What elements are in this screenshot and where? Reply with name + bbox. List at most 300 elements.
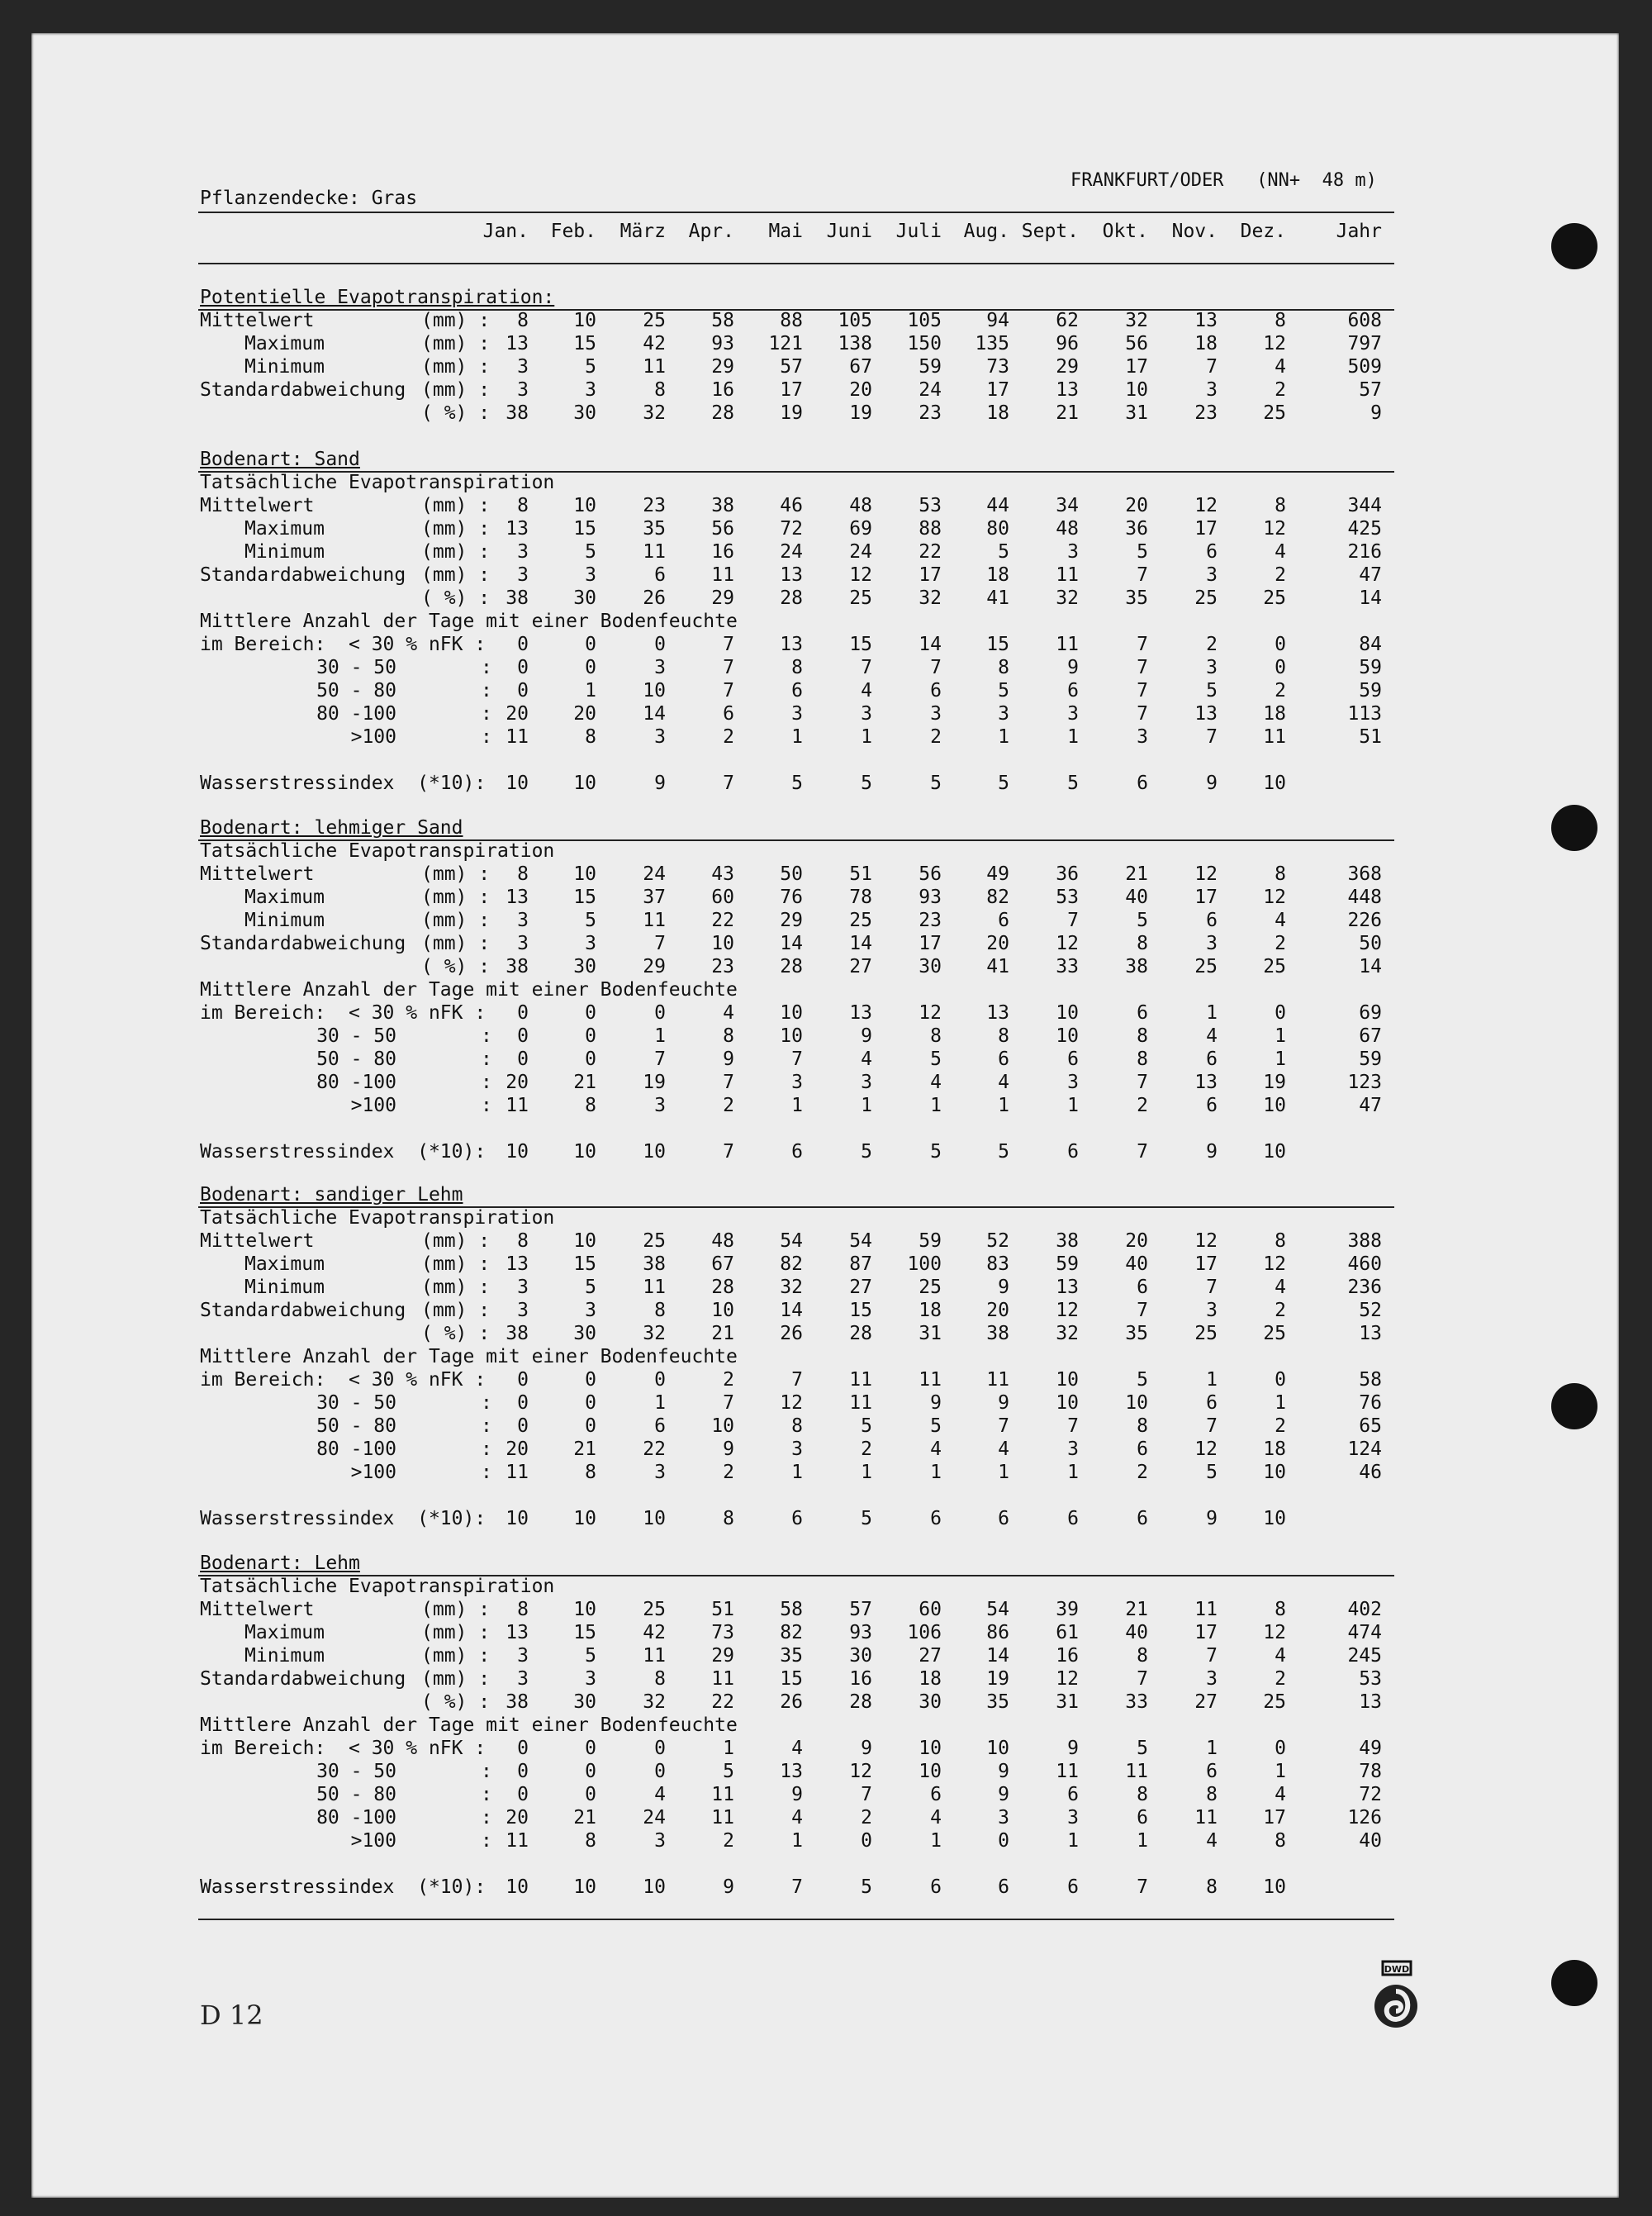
table-cell: 25 xyxy=(1263,587,1286,609)
table-cell: 60 xyxy=(711,887,734,908)
table-cell: 8 xyxy=(1275,1830,1286,1852)
table-cell: 3 xyxy=(998,703,1009,725)
table-cell: 29 xyxy=(711,1645,734,1667)
table-cell: 2 xyxy=(723,726,734,748)
table-cell: 17 xyxy=(1263,1807,1286,1828)
table-cell: 4 xyxy=(1206,1025,1218,1047)
table-cell: 29 xyxy=(1056,356,1079,378)
table-cell: 2 xyxy=(930,726,942,748)
table-cell: 3 xyxy=(791,1072,803,1093)
colon: : xyxy=(481,1761,492,1782)
table-cell: 8 xyxy=(1137,933,1148,954)
table-cell: 40 xyxy=(1359,1830,1382,1852)
table-cell: 5 xyxy=(861,1141,872,1163)
punch-hole xyxy=(1551,1960,1597,2006)
table-cell: 6 xyxy=(1137,773,1148,794)
table-cell: 76 xyxy=(780,887,803,908)
table-cell: 32 xyxy=(780,1277,803,1298)
table-cell: 0 xyxy=(654,634,666,655)
table-cell: 4 xyxy=(1275,1277,1286,1298)
table-cell: 11 xyxy=(1056,1761,1079,1782)
table-cell: 8 xyxy=(1137,1049,1148,1070)
table-cell: 35 xyxy=(643,518,666,540)
table-cell: 2 xyxy=(1275,564,1286,586)
table-cell: 4 xyxy=(861,680,872,701)
table-cell: 12 xyxy=(1194,495,1218,516)
row-label: Minimum xyxy=(244,910,325,931)
row-unit: (mm) : xyxy=(421,1253,491,1275)
row-label: Minimum xyxy=(244,541,325,563)
table-cell: 13 xyxy=(849,1002,872,1024)
section-title: Bodenart: Sand xyxy=(200,449,360,470)
table-cell: 21 xyxy=(573,1072,596,1093)
table-cell: 13 xyxy=(986,1002,1009,1024)
table-cell: 9 xyxy=(1067,1738,1079,1759)
table-cell: 3 xyxy=(1067,1807,1079,1828)
table-cell: 3 xyxy=(1067,703,1079,725)
table-cell: 105 xyxy=(838,310,872,331)
table-cell: 5 xyxy=(998,773,1009,794)
range-label: >100 xyxy=(350,726,396,748)
table-cell: 30 xyxy=(573,1691,596,1713)
row-unit: (mm) : xyxy=(421,1300,491,1321)
table-cell: 18 xyxy=(919,1668,942,1690)
table-cell: 135 xyxy=(975,333,1009,354)
row-label: Mittelwert xyxy=(200,1230,315,1252)
table-cell: 6 xyxy=(1137,1807,1148,1828)
table-cell: 19 xyxy=(780,402,803,424)
table-cell: 26 xyxy=(780,1691,803,1713)
table-cell: 6 xyxy=(1137,1277,1148,1298)
table-cell: 1 xyxy=(861,726,872,748)
table-cell: 38 xyxy=(506,1691,529,1713)
table-cell: 1 xyxy=(791,1462,803,1483)
table-cell: 6 xyxy=(1206,1392,1218,1414)
table-cell: 14 xyxy=(986,1645,1009,1667)
table-cell: 10 xyxy=(573,1230,596,1252)
table-cell: 21 xyxy=(573,1438,596,1460)
table-cell: 5 xyxy=(930,1049,942,1070)
table-cell: 1 xyxy=(791,1830,803,1852)
table-cell: 7 xyxy=(654,1049,666,1070)
table-cell: 5 xyxy=(1137,910,1148,931)
table-cell: 25 xyxy=(1263,1323,1286,1344)
table-cell: 10 xyxy=(780,1002,803,1024)
table-cell: 10 xyxy=(1263,1876,1286,1898)
section-subtitle: Tatsächliche Evapotranspiration xyxy=(200,472,555,493)
table-cell: 17 xyxy=(986,379,1009,401)
table-cell: 123 xyxy=(1347,1072,1382,1093)
table-cell: 6 xyxy=(1067,1784,1079,1805)
table-cell: 1 xyxy=(1067,1095,1079,1116)
table-cell: 3 xyxy=(654,726,666,748)
row-unit: ( %) : xyxy=(421,587,491,609)
row-unit: (mm) : xyxy=(421,887,491,908)
month-header: Nov. xyxy=(1171,221,1218,242)
table-cell: 3 xyxy=(791,703,803,725)
table-cell: 0 xyxy=(654,1369,666,1391)
table-cell: 25 xyxy=(1263,956,1286,977)
table-cell: 13 xyxy=(506,1253,529,1275)
table-cell: 21 xyxy=(1056,402,1079,424)
table-cell: 9 xyxy=(1370,402,1382,424)
table-cell: 57 xyxy=(849,1599,872,1620)
table-cell: 17 xyxy=(1194,887,1218,908)
table-cell: 20 xyxy=(1125,495,1148,516)
table-cell: 46 xyxy=(1359,1462,1382,1483)
table-cell: 61 xyxy=(1056,1622,1079,1643)
table-cell: 4 xyxy=(1275,541,1286,563)
table-cell: 3 xyxy=(517,1645,529,1667)
table-cell: 30 xyxy=(573,587,596,609)
table-cell: 11 xyxy=(1056,564,1079,586)
table-cell: 10 xyxy=(573,495,596,516)
table-cell: 10 xyxy=(643,1876,666,1898)
row-label: Maximum xyxy=(244,1253,325,1275)
table-cell: 7 xyxy=(1067,1415,1079,1437)
table-cell: 7 xyxy=(1137,1072,1148,1093)
range-label: 30 - 50 xyxy=(316,1025,396,1047)
table-cell: 24 xyxy=(643,1807,666,1828)
table-cell: 5 xyxy=(998,1141,1009,1163)
table-cell: 0 xyxy=(1275,657,1286,678)
section-subtitle: Tatsächliche Evapotranspiration xyxy=(200,1576,555,1597)
table-cell: 25 xyxy=(1263,1691,1286,1713)
table-cell: 7 xyxy=(998,1415,1009,1437)
table-cell: 24 xyxy=(849,541,872,563)
table-cell: 12 xyxy=(1194,1230,1218,1252)
table-cell: 0 xyxy=(517,1415,529,1437)
table-cell: 6 xyxy=(723,703,734,725)
table-cell: 0 xyxy=(517,1738,529,1759)
table-cell: 5 xyxy=(861,1415,872,1437)
range-label: 80 -100 xyxy=(316,1438,396,1460)
wsi-label: Wasserstressindex (*10): xyxy=(200,1876,487,1898)
table-cell: 82 xyxy=(780,1253,803,1275)
table-cell: 448 xyxy=(1347,887,1382,908)
month-header: Jahr xyxy=(1336,221,1382,242)
table-cell: 13 xyxy=(1056,379,1079,401)
table-cell: 25 xyxy=(1263,402,1286,424)
table-cell: 7 xyxy=(1137,703,1148,725)
table-cell: 6 xyxy=(791,1141,803,1163)
colon: : xyxy=(481,1392,492,1414)
table-cell: 69 xyxy=(849,518,872,540)
table-cell: 10 xyxy=(1263,1141,1286,1163)
table-cell: 0 xyxy=(585,1025,596,1047)
table-cell: 20 xyxy=(506,1807,529,1828)
table-cell: 474 xyxy=(1347,1622,1382,1643)
table-cell: 8 xyxy=(998,1025,1009,1047)
range-label: 50 - 80 xyxy=(316,1415,396,1437)
table-cell: 6 xyxy=(654,564,666,586)
table-cell: 87 xyxy=(849,1253,872,1275)
table-cell: 25 xyxy=(1194,1323,1218,1344)
table-cell: 3 xyxy=(1206,657,1218,678)
row-label: Maximum xyxy=(244,333,325,354)
table-cell: 6 xyxy=(1067,1508,1079,1529)
table-cell: 3 xyxy=(517,379,529,401)
table-cell: 11 xyxy=(849,1369,872,1391)
table-cell: 13 xyxy=(1359,1691,1382,1713)
table-cell: 96 xyxy=(1056,333,1079,354)
table-cell: 8 xyxy=(930,1025,942,1047)
table-cell: 9 xyxy=(791,1784,803,1805)
wsi-label: Wasserstressindex (*10): xyxy=(200,1141,487,1163)
table-cell: 113 xyxy=(1347,703,1382,725)
table-cell: 15 xyxy=(780,1668,803,1690)
table-cell: 1 xyxy=(1275,1025,1286,1047)
table-cell: 9 xyxy=(998,1392,1009,1414)
row-unit: (mm) : xyxy=(421,1622,491,1643)
table-cell: 9 xyxy=(998,1277,1009,1298)
table-cell: 11 xyxy=(711,1807,734,1828)
table-cell: 4 xyxy=(998,1438,1009,1460)
table-cell: 10 xyxy=(573,1599,596,1620)
table-cell: 12 xyxy=(919,1002,942,1024)
table-cell: 0 xyxy=(517,1392,529,1414)
table-cell: 10 xyxy=(1056,1392,1079,1414)
table-cell: 40 xyxy=(1125,1622,1148,1643)
table-cell: 14 xyxy=(1359,587,1382,609)
table-cell: 62 xyxy=(1056,310,1079,331)
table-cell: 33 xyxy=(1125,1691,1148,1713)
table-cell: 0 xyxy=(585,1761,596,1782)
table-cell: 12 xyxy=(1056,1300,1079,1321)
punch-hole xyxy=(1551,805,1597,851)
table-cell: 36 xyxy=(1125,518,1148,540)
wsi-label: Wasserstressindex (*10): xyxy=(200,773,487,794)
section-subtitle: Tatsächliche Evapotranspiration xyxy=(200,840,555,862)
table-cell: 93 xyxy=(711,333,734,354)
table-cell: 41 xyxy=(986,956,1009,977)
table-cell: 20 xyxy=(573,703,596,725)
table-cell: 54 xyxy=(780,1230,803,1252)
table-cell: 49 xyxy=(1359,1738,1382,1759)
colon: : xyxy=(481,1462,492,1483)
table-cell: 44 xyxy=(986,495,1009,516)
station-name: FRANKFURT/ODER xyxy=(1070,170,1224,191)
table-cell: 40 xyxy=(1125,1253,1148,1275)
table-cell: 93 xyxy=(919,887,942,908)
table-cell: 93 xyxy=(849,1622,872,1643)
table-cell: 3 xyxy=(517,933,529,954)
table-cell: 10 xyxy=(780,1025,803,1047)
table-cell: 25 xyxy=(849,587,872,609)
row-label: Maximum xyxy=(244,518,325,540)
table-cell: 34 xyxy=(1056,495,1079,516)
table-cell: 16 xyxy=(711,379,734,401)
table-cell: 10 xyxy=(1263,773,1286,794)
table-cell: 29 xyxy=(643,956,666,977)
table-cell: 4 xyxy=(930,1438,942,1460)
table-cell: 24 xyxy=(919,379,942,401)
table-cell: 4 xyxy=(1275,356,1286,378)
table-cell: 3 xyxy=(654,657,666,678)
table-cell: 3 xyxy=(1067,541,1079,563)
table-cell: 4 xyxy=(791,1738,803,1759)
range-label: >100 xyxy=(350,1095,396,1116)
table-cell: 13 xyxy=(1194,1072,1218,1093)
table-cell: 10 xyxy=(711,933,734,954)
row-unit: (mm) : xyxy=(421,564,491,586)
table-cell: 17 xyxy=(1125,356,1148,378)
punch-hole xyxy=(1551,223,1597,269)
table-cell: 3 xyxy=(517,1300,529,1321)
table-cell: 6 xyxy=(930,680,942,701)
table-cell: 8 xyxy=(1137,1784,1148,1805)
table-cell: 17 xyxy=(919,564,942,586)
table-cell: 6 xyxy=(998,910,1009,931)
table-cell: 22 xyxy=(643,1438,666,1460)
table-cell: 5 xyxy=(861,773,872,794)
table-cell: 11 xyxy=(506,726,529,748)
table-cell: 6 xyxy=(1206,541,1218,563)
table-cell: 4 xyxy=(723,1002,734,1024)
table-cell: 5 xyxy=(585,541,596,563)
table-cell: 11 xyxy=(643,1277,666,1298)
table-cell: 3 xyxy=(998,1807,1009,1828)
table-cell: 388 xyxy=(1347,1230,1382,1252)
table-cell: 9 xyxy=(861,1738,872,1759)
table-cell: 3 xyxy=(1067,1438,1079,1460)
table-cell: 5 xyxy=(1067,773,1079,794)
table-cell: 20 xyxy=(986,933,1009,954)
row-unit: (mm) : xyxy=(421,310,491,331)
table-cell: 82 xyxy=(986,887,1009,908)
table-cell: 67 xyxy=(711,1253,734,1275)
table-cell: 26 xyxy=(780,1323,803,1344)
table-cell: 28 xyxy=(780,956,803,977)
row-unit: (mm) : xyxy=(421,863,491,885)
table-cell: 53 xyxy=(919,495,942,516)
table-cell: 94 xyxy=(986,310,1009,331)
table-cell: 8 xyxy=(517,863,529,885)
range-label: 50 - 80 xyxy=(316,1049,396,1070)
table-cell: 0 xyxy=(654,1738,666,1759)
table-cell: 18 xyxy=(1194,333,1218,354)
table-cell: 8 xyxy=(517,495,529,516)
table-cell: 13 xyxy=(506,333,529,354)
row-unit: ( %) : xyxy=(421,956,491,977)
table-cell: 9 xyxy=(1206,1508,1218,1529)
table-cell: 42 xyxy=(643,1622,666,1643)
table-cell: 9 xyxy=(654,773,666,794)
table-cell: 67 xyxy=(1359,1025,1382,1047)
table-cell: 1 xyxy=(861,1095,872,1116)
table-cell: 106 xyxy=(907,1622,942,1643)
table-cell: 226 xyxy=(1347,910,1382,931)
table-cell: 4 xyxy=(1206,1830,1218,1852)
table-cell: 58 xyxy=(1359,1369,1382,1391)
table-cell: 29 xyxy=(711,587,734,609)
table-cell: 19 xyxy=(849,402,872,424)
table-cell: 2 xyxy=(861,1807,872,1828)
table-cell: 24 xyxy=(780,541,803,563)
table-cell: 12 xyxy=(1056,933,1079,954)
table-cell: 16 xyxy=(711,541,734,563)
month-header: Okt. xyxy=(1102,221,1148,242)
table-cell: 1 xyxy=(1275,1761,1286,1782)
month-header: Feb. xyxy=(550,221,596,242)
row-label: Maximum xyxy=(244,1622,325,1643)
table-cell: 47 xyxy=(1359,1095,1382,1116)
table-cell: 4 xyxy=(1275,1784,1286,1805)
table-cell: 7 xyxy=(1206,1645,1218,1667)
table-cell: 4 xyxy=(861,1049,872,1070)
month-header: März xyxy=(620,221,666,242)
table-cell: 10 xyxy=(506,1508,529,1529)
table-cell: 3 xyxy=(517,1277,529,1298)
table-cell: 23 xyxy=(1194,402,1218,424)
table-cell: 7 xyxy=(861,1784,872,1805)
table-cell: 5 xyxy=(1206,1462,1218,1483)
table-cell: 10 xyxy=(573,1876,596,1898)
range-label: 80 -100 xyxy=(316,703,396,725)
table-cell: 28 xyxy=(711,1277,734,1298)
table-cell: 7 xyxy=(723,1392,734,1414)
table-cell: 0 xyxy=(517,1002,529,1024)
table-cell: 10 xyxy=(643,1141,666,1163)
table-cell: 5 xyxy=(585,1277,596,1298)
table-cell: 10 xyxy=(986,1738,1009,1759)
row-unit: (mm) : xyxy=(421,541,491,563)
table-cell: 4 xyxy=(1275,910,1286,931)
colon: : xyxy=(481,1807,492,1828)
table-cell: 2 xyxy=(723,1369,734,1391)
table-cell: 1 xyxy=(1206,1738,1218,1759)
table-cell: 3 xyxy=(517,910,529,931)
table-cell: 9 xyxy=(1206,773,1218,794)
table-cell: 38 xyxy=(506,956,529,977)
table-cell: 58 xyxy=(780,1599,803,1620)
month-header: Aug. xyxy=(963,221,1009,242)
table-cell: 30 xyxy=(573,956,596,977)
table-cell: 25 xyxy=(919,1277,942,1298)
table-cell: 19 xyxy=(986,1668,1009,1690)
table-cell: 5 xyxy=(998,680,1009,701)
table-cell: 0 xyxy=(517,1025,529,1047)
table-cell: 0 xyxy=(517,1784,529,1805)
punch-hole xyxy=(1551,1383,1597,1429)
table-cell: 11 xyxy=(1056,634,1079,655)
table-cell: 10 xyxy=(643,680,666,701)
table-cell: 11 xyxy=(1194,1599,1218,1620)
table-cell: 7 xyxy=(723,634,734,655)
table-cell: 30 xyxy=(573,1323,596,1344)
table-cell: 30 xyxy=(849,1645,872,1667)
month-header: Mai xyxy=(768,221,803,242)
row-unit: (mm) : xyxy=(421,356,491,378)
table-cell: 5 xyxy=(930,1141,942,1163)
table-cell: 12 xyxy=(1194,1438,1218,1460)
table-cell: 0 xyxy=(1275,634,1286,655)
table-cell: 59 xyxy=(1359,680,1382,701)
month-header: Sept. xyxy=(1021,221,1079,242)
table-cell: 7 xyxy=(723,1141,734,1163)
colon: : xyxy=(481,1072,492,1093)
range-label: 30 - 50 xyxy=(316,657,396,678)
colon: : xyxy=(481,1784,492,1805)
table-cell: 608 xyxy=(1347,310,1382,331)
table-cell: 69 xyxy=(1359,1002,1382,1024)
table-cell: 37 xyxy=(643,887,666,908)
table-cell: 6 xyxy=(791,1508,803,1529)
table-cell: 13 xyxy=(1194,310,1218,331)
table-cell: 1 xyxy=(791,1095,803,1116)
table-cell: 9 xyxy=(1067,657,1079,678)
colon: : xyxy=(481,1415,492,1437)
